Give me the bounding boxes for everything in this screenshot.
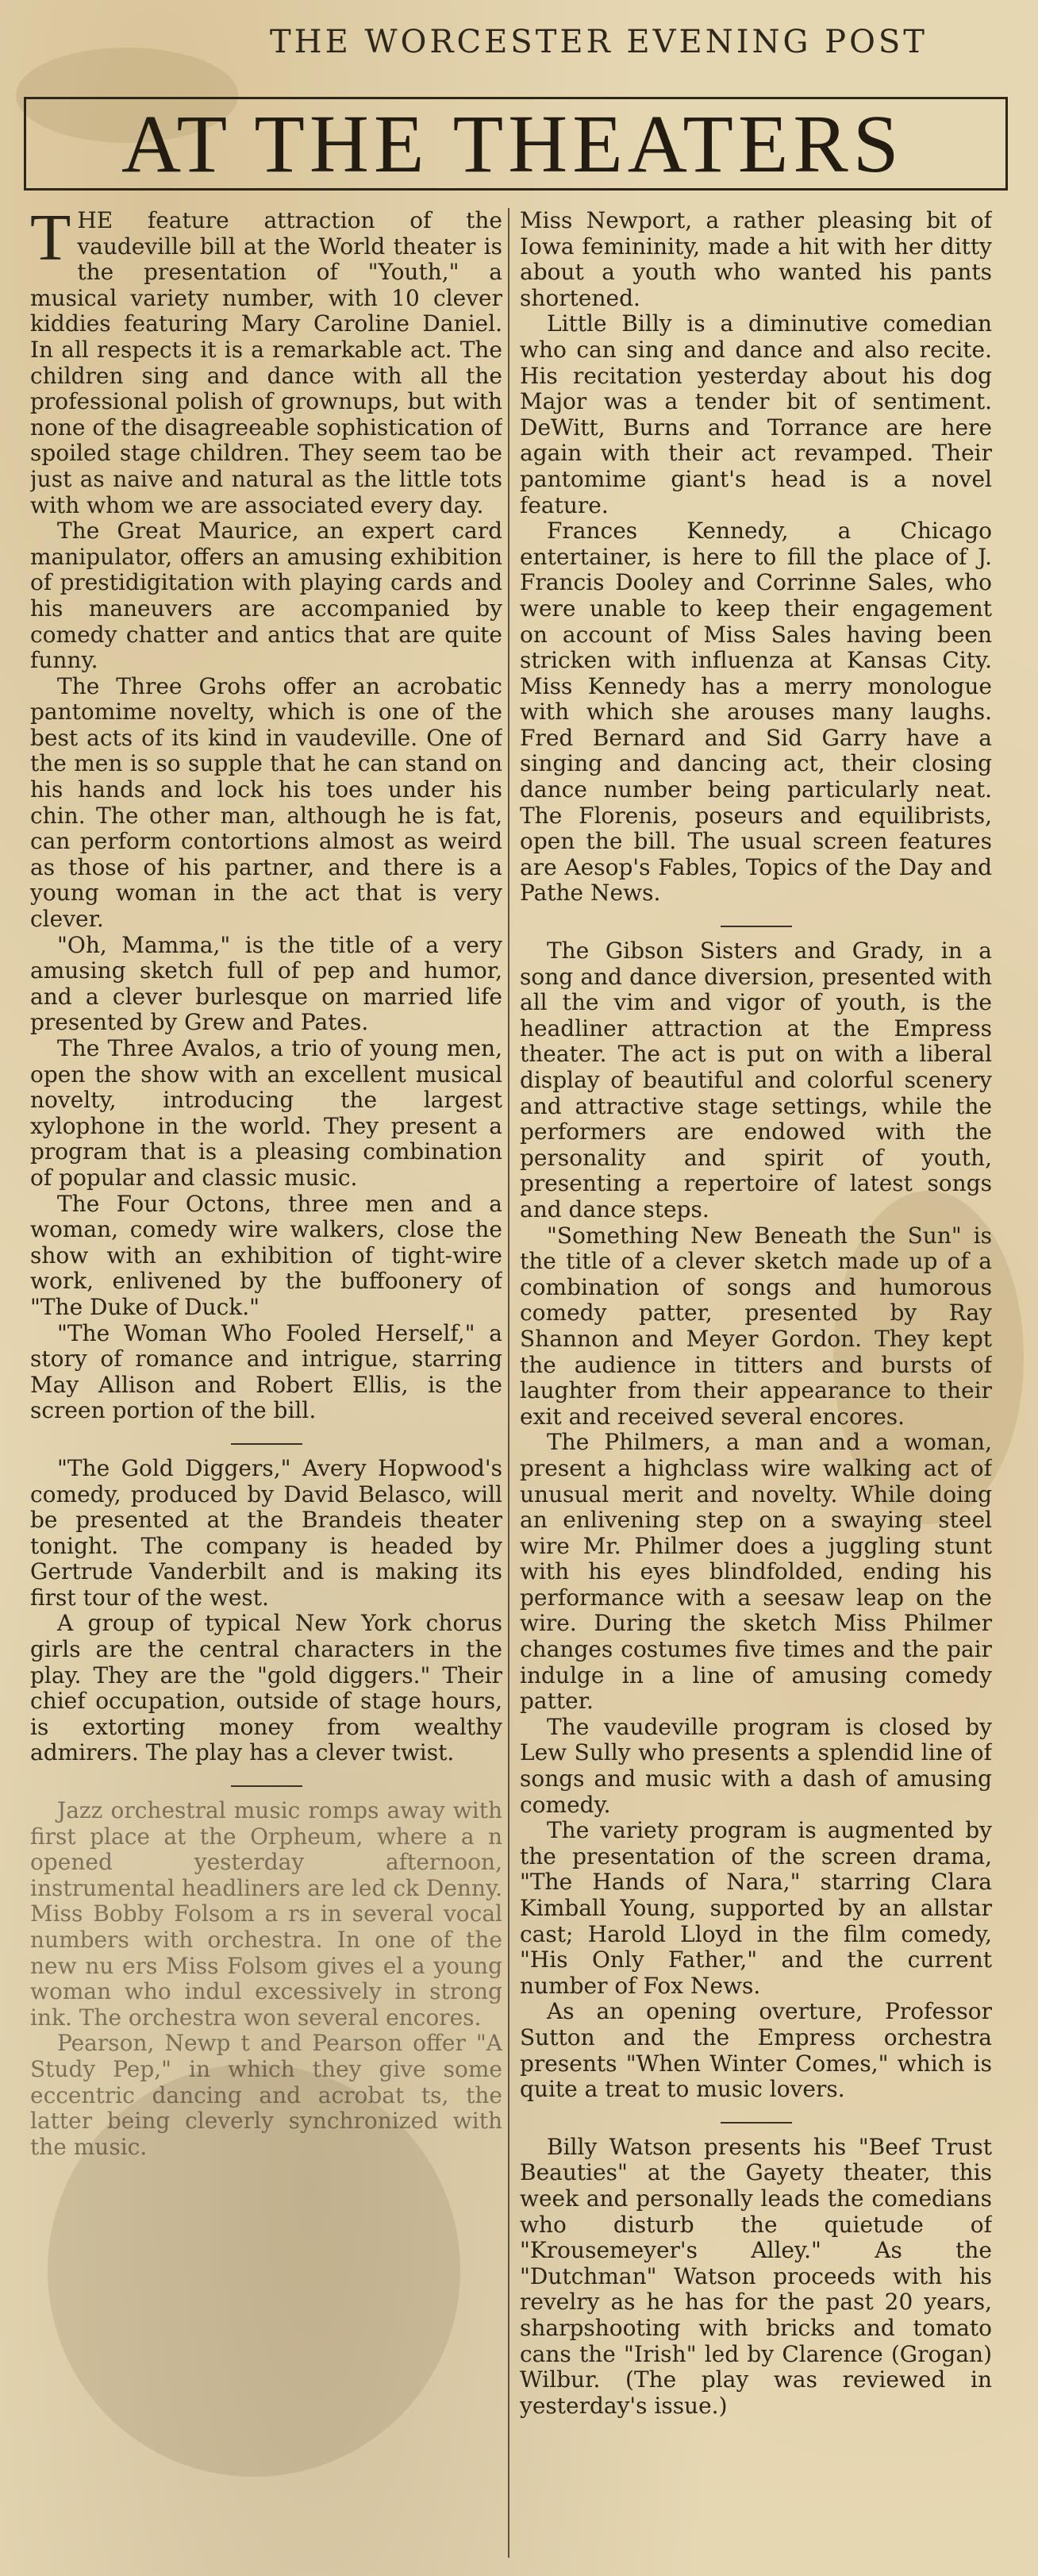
article-paragraph: The Philmers, a man and a woman, present a highclass wire walking act of unusual merit and novelty. While doing an enlivening step on a swaying steel wire Mr. Philmer does a juggling stunt with his eyes blindfolded, ending his performance with a seesaw leap on the wire. During the sketch Miss Philmer changes costumes five times and the pair indulge in a line of amusing comedy patter.	[520, 1429, 992, 1715]
article-paragraph: The Three Grohs offer an acrobatic pantomime novelty, which is one of the best acts of its kind in vaudeville. One of the men is so supple that he can stand on his hands and lock his toes under his chin. The other man, although he is fat, can perform contortions almost as weird as those of his partner, and there is a young woman in the act that is very clever.	[30, 672, 502, 933]
newspaper-name: THE WORCESTER EVENING POST	[270, 24, 928, 60]
article-paragraph: "Oh, Mamma," is the title of a very amusing sketch full of pep and humor, and a clever burlesque on married life presented by Grew and Pates.	[30, 931, 502, 1036]
left-column	[30, 208, 502, 2558]
section-headline	[24, 97, 1008, 191]
article-paragraph: The Three Avalos, a trio of young men, open the show with an excellent musical novelty, introducing the largest xylophone in the world. They present a program that is a pleasing combination of popular and classic music.	[30, 1035, 502, 1191]
article-paragraph: Little Billy is a diminutive comedian who can sing and dance and also recite. His recitation yesterday about his dog Major was a tender bit of sentiment. DeWitt, Burns and Torrance are here again with their act revamped. Their pantomime giant's head is a novel feature.	[520, 310, 992, 518]
article-paragraph: The Great Maurice, an expert card manipulator, offers an amusing exhibition of prestidigitation with playing cards and his maneuvers are accompanied by comedy chatter and antics that are quite funny.	[30, 518, 502, 674]
article-paragraph: Pearson, Newp t and Pearson offer "A Study Pep," in which they give some eccentric dancing and acrobat ts, the latter being cleverly synchronized with the music.	[30, 2030, 502, 2160]
article-paragraph: Jazz orchestral music romps away with first place at the Orpheum, where a n opened yesterday afternoon, instrumental headliners are led ck Denny. Miss Bobby Folsom a rs in several vocal numbers with orchestra. In one of the new nu ers Miss Folsom gives el a young woman who indul excessively in strong ink. The orchestra won several encores.	[30, 1797, 502, 2031]
section-title: AT THE THEATERS	[121, 98, 904, 190]
article-paragraph: "Something New Beneath the Sun" is the title of a clever sketch made up of a combination of songs and humorous comedy patter, presented by Ray Shannon and Meyer Gordon. They kept the audience in titters and bursts of laughter from their appearance to their exit and received several encores.	[520, 1222, 992, 1430]
column-divider	[508, 208, 509, 2558]
section-separator	[231, 1785, 302, 1787]
article-paragraph: The Four Octons, three men and a woman, comedy wire walkers, close the show with an exhibition of tight-wire work, enlivened by the buffoonery of "The Duke of Duck."	[30, 1190, 502, 1320]
article-paragraph: THE feature attraction of the vaudeville bill at the World theater is the presentation of "Youth," a musical variety number, with 10 clever kiddies featuring Mary Caroline Daniel. In all respects it is a remarkable act. The children sing and dance with all the professional polish of grownups, but with none of the disagreeable sophistication of spoiled stage children. They seem tao be just as naive and natural as the little tots with whom we are associated every day.	[30, 208, 502, 518]
article-paragraph: Billy Watson presents his "Beef Trust Beauties" at the Gayety theater, this week and personally leads the comedians who disturb the quietude of "Krousemeyer's Alley." As the "Dutchman" Watson proceeds with his revelry as he has for the past 20 years, sharpshooting with bricks and tomato cans the "Irish" led by Clarence (Grogan) Wilbur. (The play was reviewed in yesterday's issue.)	[520, 2133, 992, 2419]
section-separator	[721, 926, 792, 927]
article-paragraph: "The Woman Who Fooled Herself," a story of romance and intrigue, starring May Allison and Robert Ellis, is the screen portion of the bill.	[30, 1319, 502, 1424]
right-column	[520, 208, 992, 2558]
section-separator	[231, 1443, 302, 1445]
section-separator	[721, 2122, 792, 2124]
article-paragraph: Frances Kennedy, a Chicago entertainer, is here to fill the place of J. Francis Dooley and Corrinne Sales, who were unable to keep their engagement on account of Miss Sales having been stricken with influenza at Kansas City. Miss Kennedy has a merry monologue with which she arouses many laughs. Fred Bernard and Sid Garry have a singing and dancing act, their closing dance number being particularly neat. The Florenis, poseurs and equilibrists, open the bill. The usual screen features are Aesop's Fables, Topics of the Day and Pathe News.	[520, 518, 992, 907]
article-paragraph: A group of typical New York chorus girls are the central characters in the play. They are the "gold diggers." Their chief occupation, outside of stage hours, is extorting money from wealthy admirers. The play has a clever twist.	[30, 1610, 502, 1766]
article-paragraph: Miss Newport, a rather pleasing bit of Iowa femininity, made a hit with her ditty about a youth who wanted his pants shortened.	[520, 208, 992, 311]
article-paragraph: The variety program is augmented by the presentation of the screen drama, "The Hands of Nara," starring Clara Kimball Young, supported by an allstar cast; Harold Lloyd in the film comedy, "His Only Father," and the current number of Fox News.	[520, 1817, 992, 1999]
article-paragraph: The vaudeville program is closed by Lew Sully who presents a splendid line of songs and music with a dash of amusing comedy.	[520, 1713, 992, 1818]
drop-cap: T	[30, 208, 71, 275]
article-paragraph: "The Gold Diggers," Avery Hopwood's comedy, produced by David Belasco, will be presented at the Brandeis theater tonight. The company is headed by Gertrude Vanderbilt and is making its first tour of the west.	[30, 1454, 502, 1611]
article-paragraph: The Gibson Sisters and Grady, in a song and dance diversion, presented with all the vim and vigor of youth, is the headliner attraction at the Empress theater. The act is put on with a liberal display of beautiful and colorful scenery and attractive stage settings, while the performers are endowed with the personality and spirit of youth, presenting a repertoire of latest songs and dance steps.	[520, 938, 992, 1223]
article-paragraph: As an opening overture, Professor Sutton and the Empress orchestra presents "When Winter Comes," which is quite a treat to music lovers.	[520, 1998, 992, 2103]
